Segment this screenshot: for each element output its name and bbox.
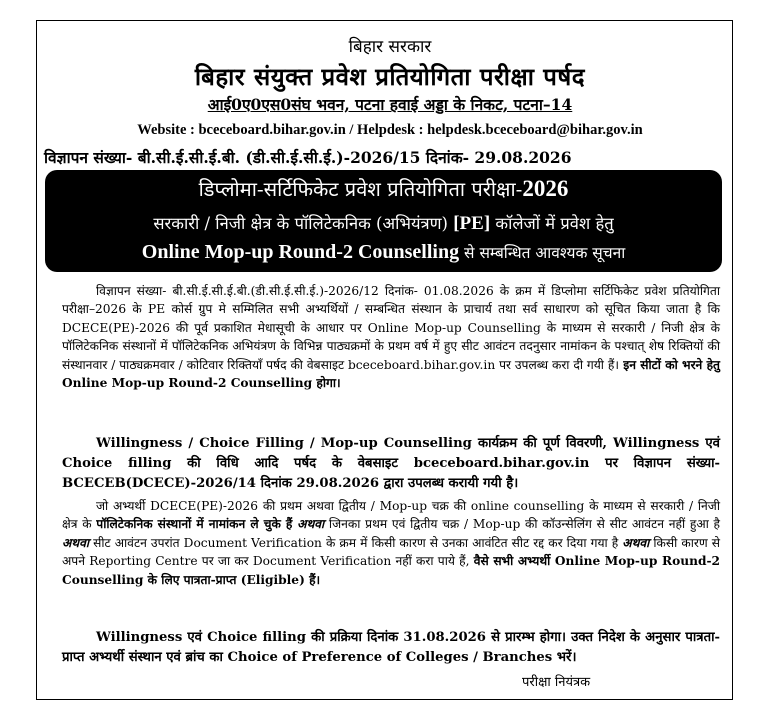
paragraph-2: Willingness / Choice Filling / Mop-up Counselling कार्यक्रम की पूर्ण विवरणी, Willingness एवं Choice filling की विधि आदि पर्षद के वेबसाइट bceceboard.bihar.gov.in पर विज्ञापन संख्या-BCECEB(DCECE)-2026/14 दिनांक 29.08.2026 द्वारा उपलब्ध करायी गयी है। xyxy=(62,436,720,491)
government-label: बिहार सरकार xyxy=(348,37,432,57)
paragraph-3: जो अभ्यर्थी DCECE(PE)-2026 की प्रथम अथवा द्वितीय / Mop-up चक्र की online counselling के माध्यम से सरकारी / निजी क्षेत्र के पॉलिटेकनिक संस्थानों में नामांकन ले चुके हैं अथवा जिनका प्रथम एवं द्वितीय चक्र / Mop-up की कॉउन्सेलिंग से सीट आवंटन नहीं हुआ है अथवा सीट आवंटन उपरांत Document Verification के क्रम में किसी कारण से उनका आवंटित सीट रद्द कर दिया गया है अथवा किसी कारण से अपने Reporting Centre पर जा कर Document Verification नहीं करा पाये हैं, वैसे सभी अभ्यर्थी Online Mop-up Round-2 Counselling के लिए पात्रता-प्राप्त (Eligible) हैं। xyxy=(62,499,721,587)
advertisement-number: विज्ञापन संख्या- बी.सी.ई.सी.ई.बी. (डी.सी.ई.सी.ई.)-2026/15 दिनांक- 29.08.2026 xyxy=(44,148,572,167)
notice-banner xyxy=(45,170,722,272)
paragraph-1: विज्ञापन संख्या- बी.सी.ई.सी.ई.बी.(डी.सी.ई.सी.ई.)-2026/12 दिनांक- 01.08.2026 के क्रम में डिप्लोमा सर्टिफिकेट प्रवेश प्रतियोगिता परीक्षा–2026 के PE कोर्स ग्रुप मे सम्मिलित सभी अभ्यर्थियों / सम्बन्धित संस्थान के प्राचार्य तथा सर्व साधारण को सूचित किया जाता है कि DCECE(PE)-2026 की पूर्व प्रकाशित मेधासूची के आधार पर Online Mop-up Counselling के माध्यम से सरकारी / निजी क्षेत्र के पॉलिटेकनिक संस्थानों में पॉलिटेकनिक अभियंत्रण के विभिन्न पाठ्यक्रमों के प्रथम वर्ष में हुए सीट आवंटन तदनुसार नामांकन के पश्चात् शेष रिक्तियों की संस्थानवार / पाठ्यक्रमवार / कोटिवार रिक्तियाँ पर्षद की वेबसाइट bceceboard.bihar.gov.in पर उपलब्ध करा दी गयी हैं। इन सीटों को भरने हेतु Online Mop-up Round-2 Counselling होगा। xyxy=(62,284,720,391)
banner-counselling-line: Online Mop-up Round-2 Counselling से सम्बन्धित आवश्यक सूचना xyxy=(141,241,626,263)
banner-subtitle: सरकारी / निजी क्षेत्र के पॉलिटेकनिक (अभियंत्रण) [PE] कॉलेजों में प्रवेश हेतु xyxy=(153,213,614,234)
paragraph-4: Willingness एवं Choice filling की प्रक्रिया दिनांक 31.08.2026 से प्रारम्भ होगा। उक्त निदेश के अनुसार पात्रता-प्राप्त अभ्यर्थी संस्थान एवं ब्रांच का Choice of Preference of Colleges / Branches भरें। xyxy=(62,630,720,665)
banner-exam-title: डिप्लोमा-सर्टिफिकेट प्रवेश प्रतियोगिता परीक्षा-2026 xyxy=(198,176,569,201)
website-helpdesk-line: Website : bceceboard.bihar.gov.in / Helpdesk : helpdesk.bceceboard@bihar.gov.in xyxy=(137,122,643,138)
board-address: आई0ए0एस0संघ भवन, पटना हवाई अड्डा के निकट, पटना–14 xyxy=(207,95,573,114)
board-title: बिहार संयुक्त प्रवेश प्रतियोगिता परीक्षा पर्षद xyxy=(194,62,586,91)
signature-controller: परीक्षा नियंत्रक xyxy=(522,675,591,690)
